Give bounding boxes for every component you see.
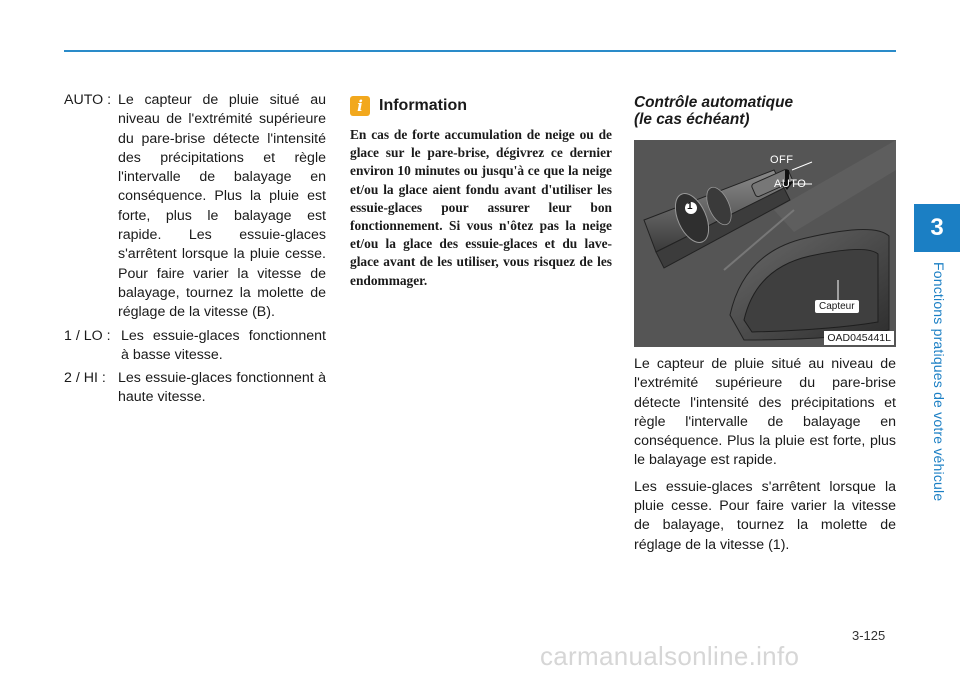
definition-term: 2 / HI :: [64, 370, 106, 387]
information-box: [350, 96, 612, 290]
label-off: OFF: [770, 154, 794, 166]
callout-number: 1: [687, 201, 693, 212]
definition-list: [64, 91, 326, 412]
page-number: 3-125: [852, 628, 886, 643]
section-paragraph: Le capteur de pluie situé au niveau de l'extrémité supérieure du pare-brise détecte l'intensité des précipitations et règle l'intervalle de balayage en conséquence. Plus la pluie est forte, plus le balayage est rapide.: [634, 356, 896, 469]
top-rule: [64, 50, 896, 52]
definition-term: AUTO :: [64, 92, 112, 108]
watermark: carmanualsonline.info: [540, 641, 800, 671]
wiper-figure: [634, 140, 896, 347]
information-header: [350, 96, 612, 116]
wiper-stalk-illustration: [634, 140, 896, 347]
section-subtitle: (le cas échéant): [634, 111, 750, 128]
label-auto: AUTO: [774, 178, 807, 190]
definition-desc: Les essuie-glaces fonctionnent à haute vitesse.: [118, 370, 326, 406]
section-title: Contrôle automatique: [634, 94, 794, 111]
section-body: [634, 355, 896, 562]
definition-desc: Les essuie-glaces fonctionnent à basse vitesse.: [121, 327, 326, 363]
section-paragraph: Les essuie-glaces s'arrêtent lorsque la pluie cesse. Pour faire varier la vitesse de balayage, tournez la molette de réglage de la vitesse (1).: [634, 478, 896, 553]
information-title: Information: [379, 97, 467, 114]
info-icon: i: [350, 96, 370, 116]
definition-desc: Le capteur de pluie situé au niveau de l'extrémité supérieure du pare-brise détecte l'intensité des précipitations et règle l'intervalle de balayage en conséquence. Plus la pluie est forte, plus le balayage est rapide. Les essuie-glaces s'arrêtent lorsque la pluie cesse. Pour faire varier la vitesse de balayage, tournez la molette de réglage de la vitesse (B).: [118, 92, 326, 321]
definition-term: 1 / LO :: [64, 327, 111, 344]
definition-auto: [64, 91, 326, 323]
section-header: [634, 94, 896, 128]
label-capteur: Capteur: [815, 300, 859, 313]
chapter-title: Fonctions pratiques de votre véhicule: [931, 262, 947, 502]
definition-lo: [64, 327, 326, 366]
definition-hi: [64, 369, 326, 408]
figure-code: OAD045441L: [824, 331, 894, 345]
chapter-tab: 3: [914, 204, 960, 252]
information-body: En cas de forte accumulation de neige ou de glace sur le pare-brise, dégivrez ce dernier environ 10 minutes ou jusqu'à ce que la neige et/ou la glace aient fondu avant d'utiliser les essuie-glaces pour assurer leur bon fonctionnement. Si vous n'ôtez pas la neige et/ou la glace des essuie-glaces et du lave-glace avant de les utiliser, vous risquez de les endommager.: [350, 127, 612, 288]
